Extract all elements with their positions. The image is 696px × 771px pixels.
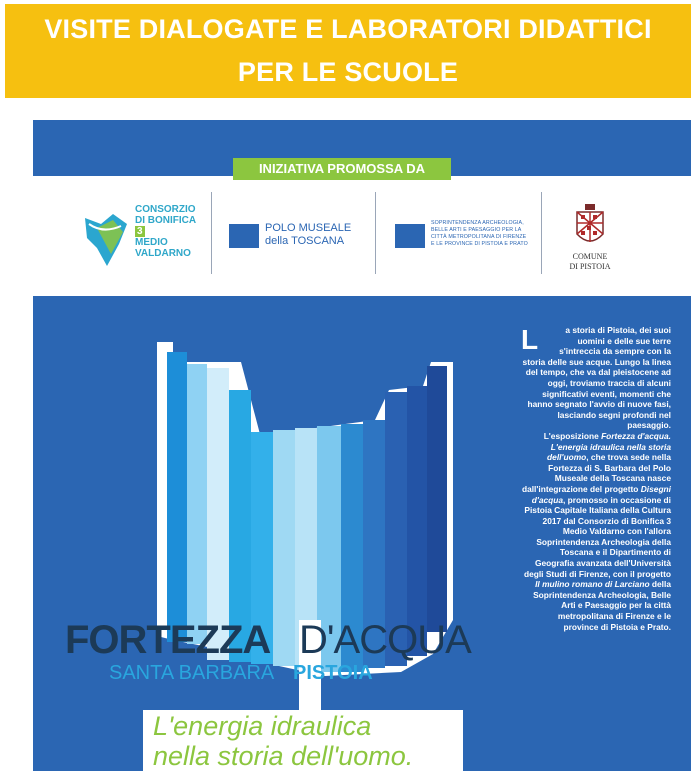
title-dacqua: D'ACQUA [299, 618, 471, 662]
pistoia-crest-icon [555, 204, 625, 250]
header-banner [5, 4, 691, 98]
logo-separator [541, 192, 542, 274]
logo-separator [375, 192, 376, 274]
mibac-mark-icon [229, 224, 259, 248]
consorzio-logo [83, 204, 203, 274]
exhibition-title [53, 600, 513, 720]
banner-title-line1: VISITE DIALOGATE E LABORATORI DIDATTICI [44, 14, 652, 44]
comune-text: COMUNE DI PISTOIA [569, 252, 611, 271]
polo-museale-text: POLO MUSEALE della TOSCANA [265, 222, 352, 247]
soprintendenza-text: SOPRINTENDENZA ARCHEOLOGIA, BELLE ARTI E PAESAGGIO PER LA CITTÀ METROPOLITANA DI FIRENZE E LE PROVINCE DI PISTOIA E PRATO [431, 220, 528, 247]
poster-top-strip [33, 120, 691, 160]
logo-separator [211, 192, 212, 274]
promoted-by-label: INIZIATIVA PROMOSSA DA [233, 158, 451, 180]
tagline-line2: nella storia dell'uomo. [153, 741, 414, 771]
title-pistoia: PISTOIA [293, 662, 373, 684]
comune-pistoia-logo [555, 204, 625, 284]
exhibition-description [521, 325, 671, 632]
mibac-mark-icon [395, 224, 425, 248]
banner-title-line2: PER LE SCUOLE [237, 57, 459, 87]
title-santa-barbara: SANTA BARBARA [109, 662, 275, 684]
paragraph-exhibition: L'esposizione Fortezza d'acqua. L'energia idraulica nella storia dell'uomo, che trova sede nella Fortezza di S. Barbara del Polo Museale della Toscana nasce dall'integrazione del progetto Disegni d'acqua, promosso in occasione di Pistoia Capitale Italiana della Cultura 2017 dal Consorzio di Bonifica 3 Medio Valdarno con l'allora Soprintendenza Archeologia della Toscana e il Dipartimento di Geografia avanzata dell'Università degli Studi di Firenze, con il progetto Il mulino romano di Larciano della Soprintendenza Archeologia, Belle Arti e Paesaggio per la città metropolitana di Firenze e le province di Pistoia e Prato. [521, 430, 671, 632]
consorzio-text: CONSORZIO DI BONIFICA 3 MEDIO VALDARNO [135, 204, 196, 259]
paragraph-history: a storia di Pistoia, dei suoi uomini e delle sue terre s'intreccia da sempre con la storia delle sue acque. Lungo la linea del tempo, che va dal pleistocene ad oggi, troviamo traccia di alcuni significativi eventi, momenti che hanno segnato l'avvio di nuove fasi, lasciando segni profondi nel paesaggio. [522, 325, 671, 431]
polo-museale-logo [229, 220, 369, 260]
soprintendenza-logo [395, 220, 545, 260]
consorzio-emblem-icon [83, 204, 133, 270]
drop-cap: L [521, 324, 539, 355]
title-fortezza: FORTEZZA [65, 618, 271, 662]
tagline-box [143, 710, 463, 771]
tagline-line1: L'energia idraulica [153, 711, 372, 741]
exhibition-poster [33, 120, 691, 771]
